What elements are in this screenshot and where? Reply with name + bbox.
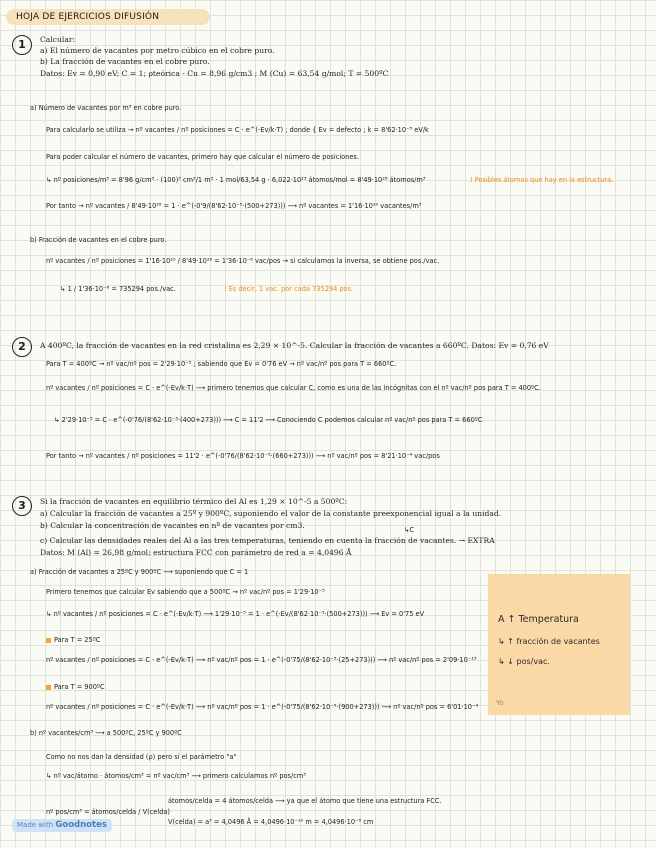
ex1-a-line1: Para calcularlo se utiliza → nº vacantes / nº posiciones = C · e^(-Ev/k·T) ; donde { Ev = defecto ; k = 8'62·10⁻⁵ eV/k: [46, 126, 429, 134]
badge-app-name: Goodnotes: [55, 820, 107, 830]
ex3-b-heading: b) nº vacantes/cm³ ⟶ a 500ºC, 25ºC y 900ºC: [30, 729, 182, 737]
ex2-line1: Para T = 400ºC → nº vac/nº pos = 2'29·10⁻⁵ ; sabiendo que Ev = 0'76 eV → nº vac/nº pos para T = 660ºC.: [46, 360, 397, 368]
exercise-2-number: 2: [12, 337, 32, 357]
note-line2: ↳ ↑ fracción de vacantes: [498, 637, 600, 646]
note-line3: ↳ ↓ pos/vac.: [498, 657, 550, 666]
exercise-1-number: 1: [12, 35, 32, 55]
ex3-a-heading: a) Fracción de vacantes a 25ºC y 900ºC ⟶ suponiendo que C = 1: [30, 568, 249, 576]
ex3-question-b-tag: ↳C: [404, 526, 415, 534]
ex1-b-line2-note: ! Es decir, 1 vac. por cada 735294 pos.: [224, 285, 354, 293]
ex1-b-heading: b) Fracción de vacantes en el cobre puro.: [30, 236, 167, 244]
ex3-question-a: a) Calcular la fracción de vacantes a 25º y 900ºC, suponiendo el valor de la constante preexponencial igual a la unidad.: [40, 509, 502, 518]
ex2-line3: ↳ 2'29·10⁻⁵ = C · e^(-0'76/(8'62·10⁻⁵·(400+273))) ⟶ C = 11'2 ⟶ Conociendo C podemos calcular nº vac/nº pos para T = 660ºC: [54, 416, 483, 424]
ex1-b-line2: ↳ 1 / 1'36·10⁻⁶ = 735294 pos./vac.: [60, 285, 176, 293]
made-with-goodnotes-badge: [12, 819, 112, 832]
ex3-b-line3a: átomos/celda = 4 átomos/celda ⟶ ya que el átomo que tiene una estructura FCC.: [168, 797, 442, 805]
ex3-question-c: c) Calcular las densidades reales del Al a las tres temperaturas, teniendo en cuenta la fracción de vacantes. → EXTRA: [40, 536, 495, 545]
note-line1: A ↑ Temperatura: [498, 614, 579, 625]
ex3-t25-line: nº vacantes / nº posiciones = C · e^(-Ev/k·T) ⟶ nº vac/nº pos = 1 · e^(-0'75/(8'62·10⁻⁵·(25+273))) ⟶ nº vac/nº pos = 2'09·10⁻¹³: [46, 656, 477, 664]
badge-made-with: Made with: [17, 821, 54, 829]
ex3-t900-label: Para T = 900ºC: [46, 683, 105, 692]
ex2-statement: A 400ºC, la fracción de vacantes en la red cristalina es 2,29 × 10^-5. Calcular la fracción de vacantes a 660ºC. Datos: Ev = 0,76 eV: [40, 341, 549, 350]
ex1-data: Datos: Ev = 0,90 eV; C = 1; ρteórica - Cu = 8,96 g/cm3 ; M (Cu) = 63,54 g/mol; T = 500ºC: [40, 69, 389, 78]
ex1-b-line1: nº vacantes / nº posiciones = 1'16·10²⁰ / 8'49·10²⁸ = 1'36·10⁻⁶ vac/pos → si calculamos la inversa, se obtiene pos./vac.: [46, 257, 440, 265]
ex1-question-b: b) La fracción de vacantes en el cobre puro.: [40, 57, 210, 66]
ex2-line4: Por tanto → nº vacantes / nº posiciones = 11'2 · e^(-0'76/(8'62·10⁻⁵·(660+273))) ⟶ nº vac/nº pos = 8'21·10⁻⁴ vac/pos: [46, 452, 440, 460]
bullet-marker: [46, 685, 51, 690]
sticky-note[interactable]: [488, 574, 630, 715]
ex3-a-line2: ↳ nº vacantes / nº posiciones = C · e^(-Ev/k·T) ⟶ 1'29·10⁻⁵ = 1 · e^(-Ev/(8'62·10⁻⁵·(500+273))) ⟶ Ev = 0'75 eV: [46, 610, 425, 618]
ex3-t900-line: nº vacantes / nº posiciones = C · e^(-Ev/k·T) ⟶ nº vac/nº pos = 1 · e^(-0'75/(8'62·10⁻⁵·(900+273))) ⟶ nº vac/nº pos = 6'01·10⁻⁴: [46, 703, 479, 711]
ex1-a-line3: ↳ nº posiciones/m³ = 8'96 g/cm³ · (100)³ cm³/1 m³ · 1 mol/63,54 g · 6,022·10²³ átomos/mol = 8'49·10²⁸ átomos/m³: [46, 176, 426, 184]
page-title: HOJA DE EJERCICIOS DIFUSIÓN: [6, 9, 210, 25]
ex1-a-line4: Por tanto → nº vacantes / 8'49·10²⁸ = 1 · e^(-0'9/(8'62·10⁻⁵·(500+273))) ⟶ nº vacantes = 1'16·10²⁰ vacantes/m³: [46, 202, 422, 210]
ex3-statement: Si la fracción de vacantes en equilibrio térmico del Al es 1,29 × 10^-5 a 500ºC:: [40, 497, 348, 506]
ex1-question-a: a) El número de vacantes por metro cúbico en el cobre puro.: [40, 46, 275, 55]
ex1-a-heading: a) Número de vacantes por m³ en cobre puro.: [30, 104, 182, 112]
bullet-marker: [46, 638, 51, 643]
ex3-data: Datos: M (Al) = 26,98 g/mol; estructura FCC con parámetro de red a = 4,0496 Å: [40, 548, 352, 557]
ex1-intro: Calcular:: [40, 35, 76, 44]
ex2-line2: nº vacantes / nº posiciones = C · e^(-Ev/k·T) ⟶ primero tenemos que calcular C, como es una de las incógnitas con el nº vac/nº pos para T = 400ºC.: [46, 384, 541, 392]
ex3-t25-label: Para T = 25ºC: [46, 636, 100, 645]
ex1-a-line3-note: ! Posibles átomos que hay en la estructura.: [470, 176, 614, 184]
ex1-a-line2: Para poder calcular el número de vacantes, primero hay que calcular el número de posiciones.: [46, 153, 359, 161]
ex3-b-line3: nº pos/cm³ = átomos/celda / V(celda): [46, 808, 170, 816]
exercise-3-number: 3: [12, 496, 32, 516]
note-author: Yo: [496, 699, 504, 707]
ex3-question-b: b) Calcular la concentración de vacantes en nº de vacantes por cm3.: [40, 521, 305, 530]
ex3-b-line2: ↳ nº vac/átomo · átomos/cm³ = nº vac/cm³ ⟶ primero calculamos nº pos/cm³: [46, 772, 306, 780]
ex3-b-line1: Como no nos dan la densidad (ρ) pero sí el parámetro "a": [46, 753, 237, 761]
ex3-a-line1: Primero tenemos que calcular Ev sabiendo que a 500ºC → nº vac/nº pos = 1'29·10⁻⁵: [46, 588, 325, 596]
ex3-b-line3b: V(celda) = a³ = 4,0496 Å = 4,0496·10⁻¹⁰ m = 4,0496·10⁻⁸ cm: [168, 818, 374, 826]
